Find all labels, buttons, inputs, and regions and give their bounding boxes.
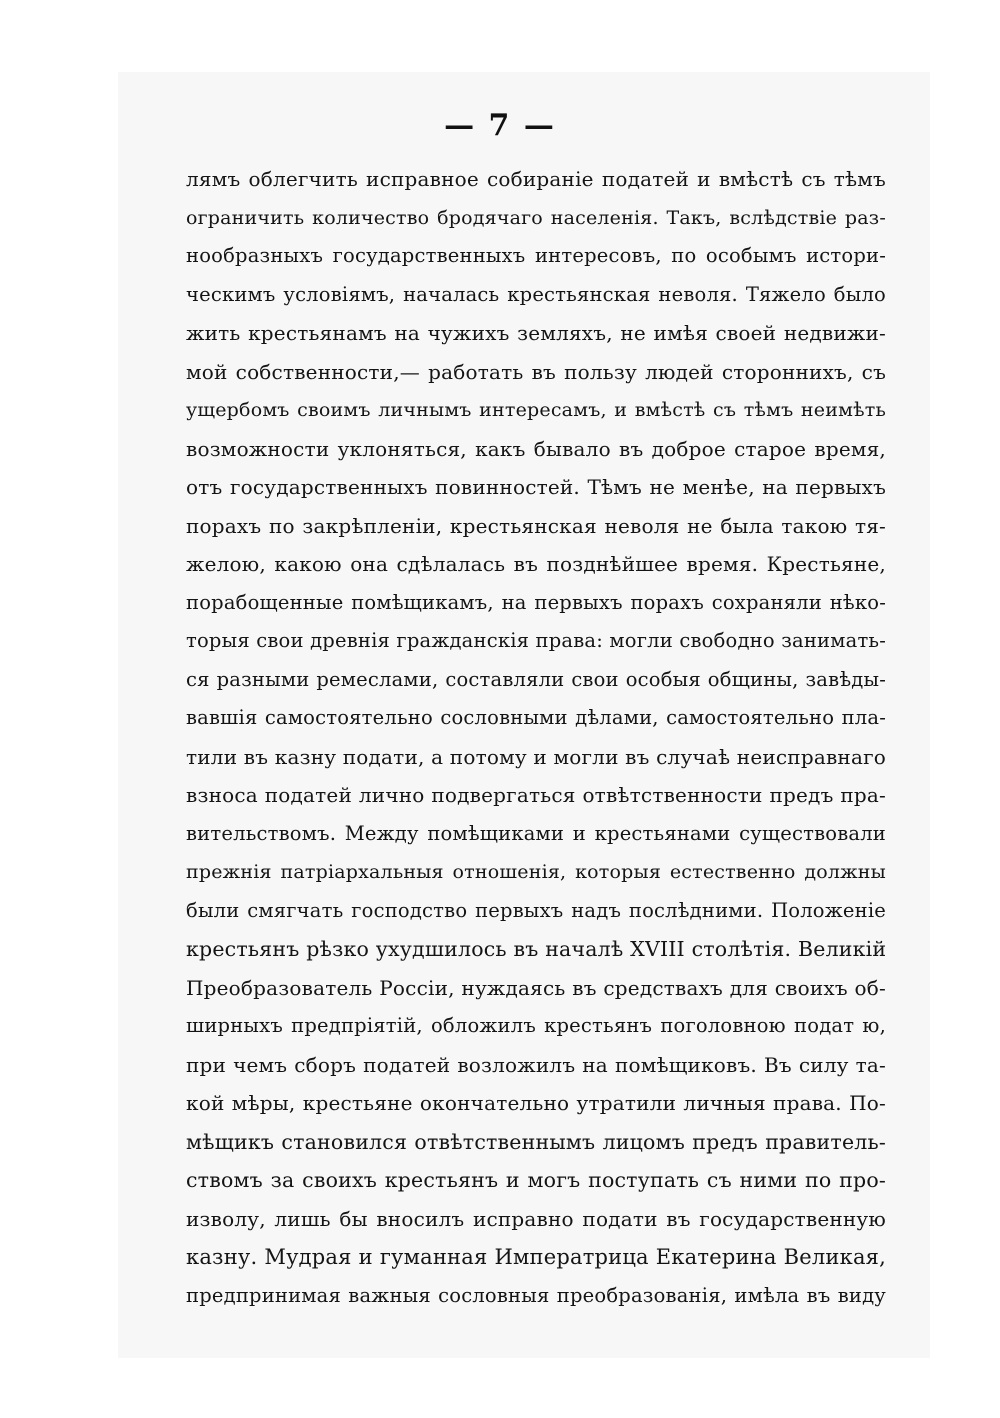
text-line: взноса податей лично подвергаться отвѣтственности предъ пра- [186, 783, 886, 807]
text-line: нообразныхъ государственныхъ интересовъ, по особымъ истори- [186, 244, 886, 267]
text-line: были смягчать господство первыхъ надъ послѣдними. Положенiе [186, 898, 886, 922]
text-line: лямъ облегчить исправное собиранiе податей и вмѣстѣ съ тѣмъ [186, 167, 886, 191]
text-line: торыя свои древнiя гражданскiя права: могли свободно занимать- [186, 629, 886, 652]
text-line: кой мѣры, крестьяне окончательно утратили личныя права. По- [186, 1091, 886, 1115]
text-line: крестьянъ рѣзко ухудшилось въ началѣ XVIII столѣтiя. Великiй [186, 937, 886, 961]
text-line: вительствомъ. Между помѣщиками и крестьянами существовали [186, 821, 886, 845]
text-line: вавшiя самостоятельно сословными дѣлами, самостоятельно пла- [186, 706, 886, 729]
text-line: ширныхъ предпрiятiй, обложилъ крестьянъ поголовною подат ю, [186, 1014, 886, 1037]
text-line: ческимъ условiямъ, началась крестьянская неволя. Тяжело было [186, 282, 886, 306]
text-line: ограничить количество бродячаго населенiя. Такъ, вслѣдствiе раз- [186, 206, 886, 229]
text-line: порабощенные помѣщикамъ, на первыхъ порахъ сохраняли нѣко- [186, 590, 886, 614]
body-text [186, 160, 886, 1315]
text-line: ущербомъ своимъ личнымъ интересамъ, и вмѣстѣ съ тѣмъ неимѣть [186, 399, 886, 421]
text-line: мой собственности,— работать въ пользу людей стороннихъ, съ [186, 359, 886, 384]
text-line: ствомъ за своихъ крестьянъ и могъ поступать съ ними по про- [186, 1168, 886, 1192]
text-line: предпринимая важныя сословныя преобразованiя, имѣла въ виду [186, 1283, 886, 1307]
text-line: казну. Мудрая и гуманная Императрица Екатерина Великая, [186, 1245, 886, 1269]
text-line: возможности уклоняться, какъ бывало въ доброе старое время, [186, 436, 886, 461]
text-line: порахъ по закрѣпленiи, крестьянская неволя не была такою тя- [186, 513, 886, 538]
text-line: при чемъ сборъ податей возложилъ на помѣщиковъ. Въ силу та- [186, 1052, 886, 1077]
text-line: ся разными ремеслами, составляли свои особыя общины, завѣды- [186, 667, 886, 691]
text-line: жить крестьянамъ на чужихъ земляхъ, не имѣя своей недвижи- [186, 321, 886, 345]
text-line: желою, какою она сдѣлалась въ позднѣйшее время. Крестьяне, [186, 552, 886, 576]
text-line: отъ государственныхъ повинностей. Тѣмъ не менѣе, на первыхъ [186, 475, 886, 499]
page-number: — 7 — [444, 108, 556, 143]
text-line: изволу, лишь бы вносилъ исправно подати въ государственную [186, 1206, 886, 1231]
text-line: мѣщикъ становился отвѣтственнымъ лицомъ предъ правитель- [186, 1129, 886, 1154]
text-line: прежнiя патрiархальныя отношенiя, которыя естественно должны [186, 861, 886, 883]
text-line: Преобразователь Россiи, нуждаясь въ средствахъ для своихъ об- [186, 975, 886, 1000]
text-line: тили въ казну подати, а потому и могли въ случаѣ неисправнаго [186, 744, 886, 769]
